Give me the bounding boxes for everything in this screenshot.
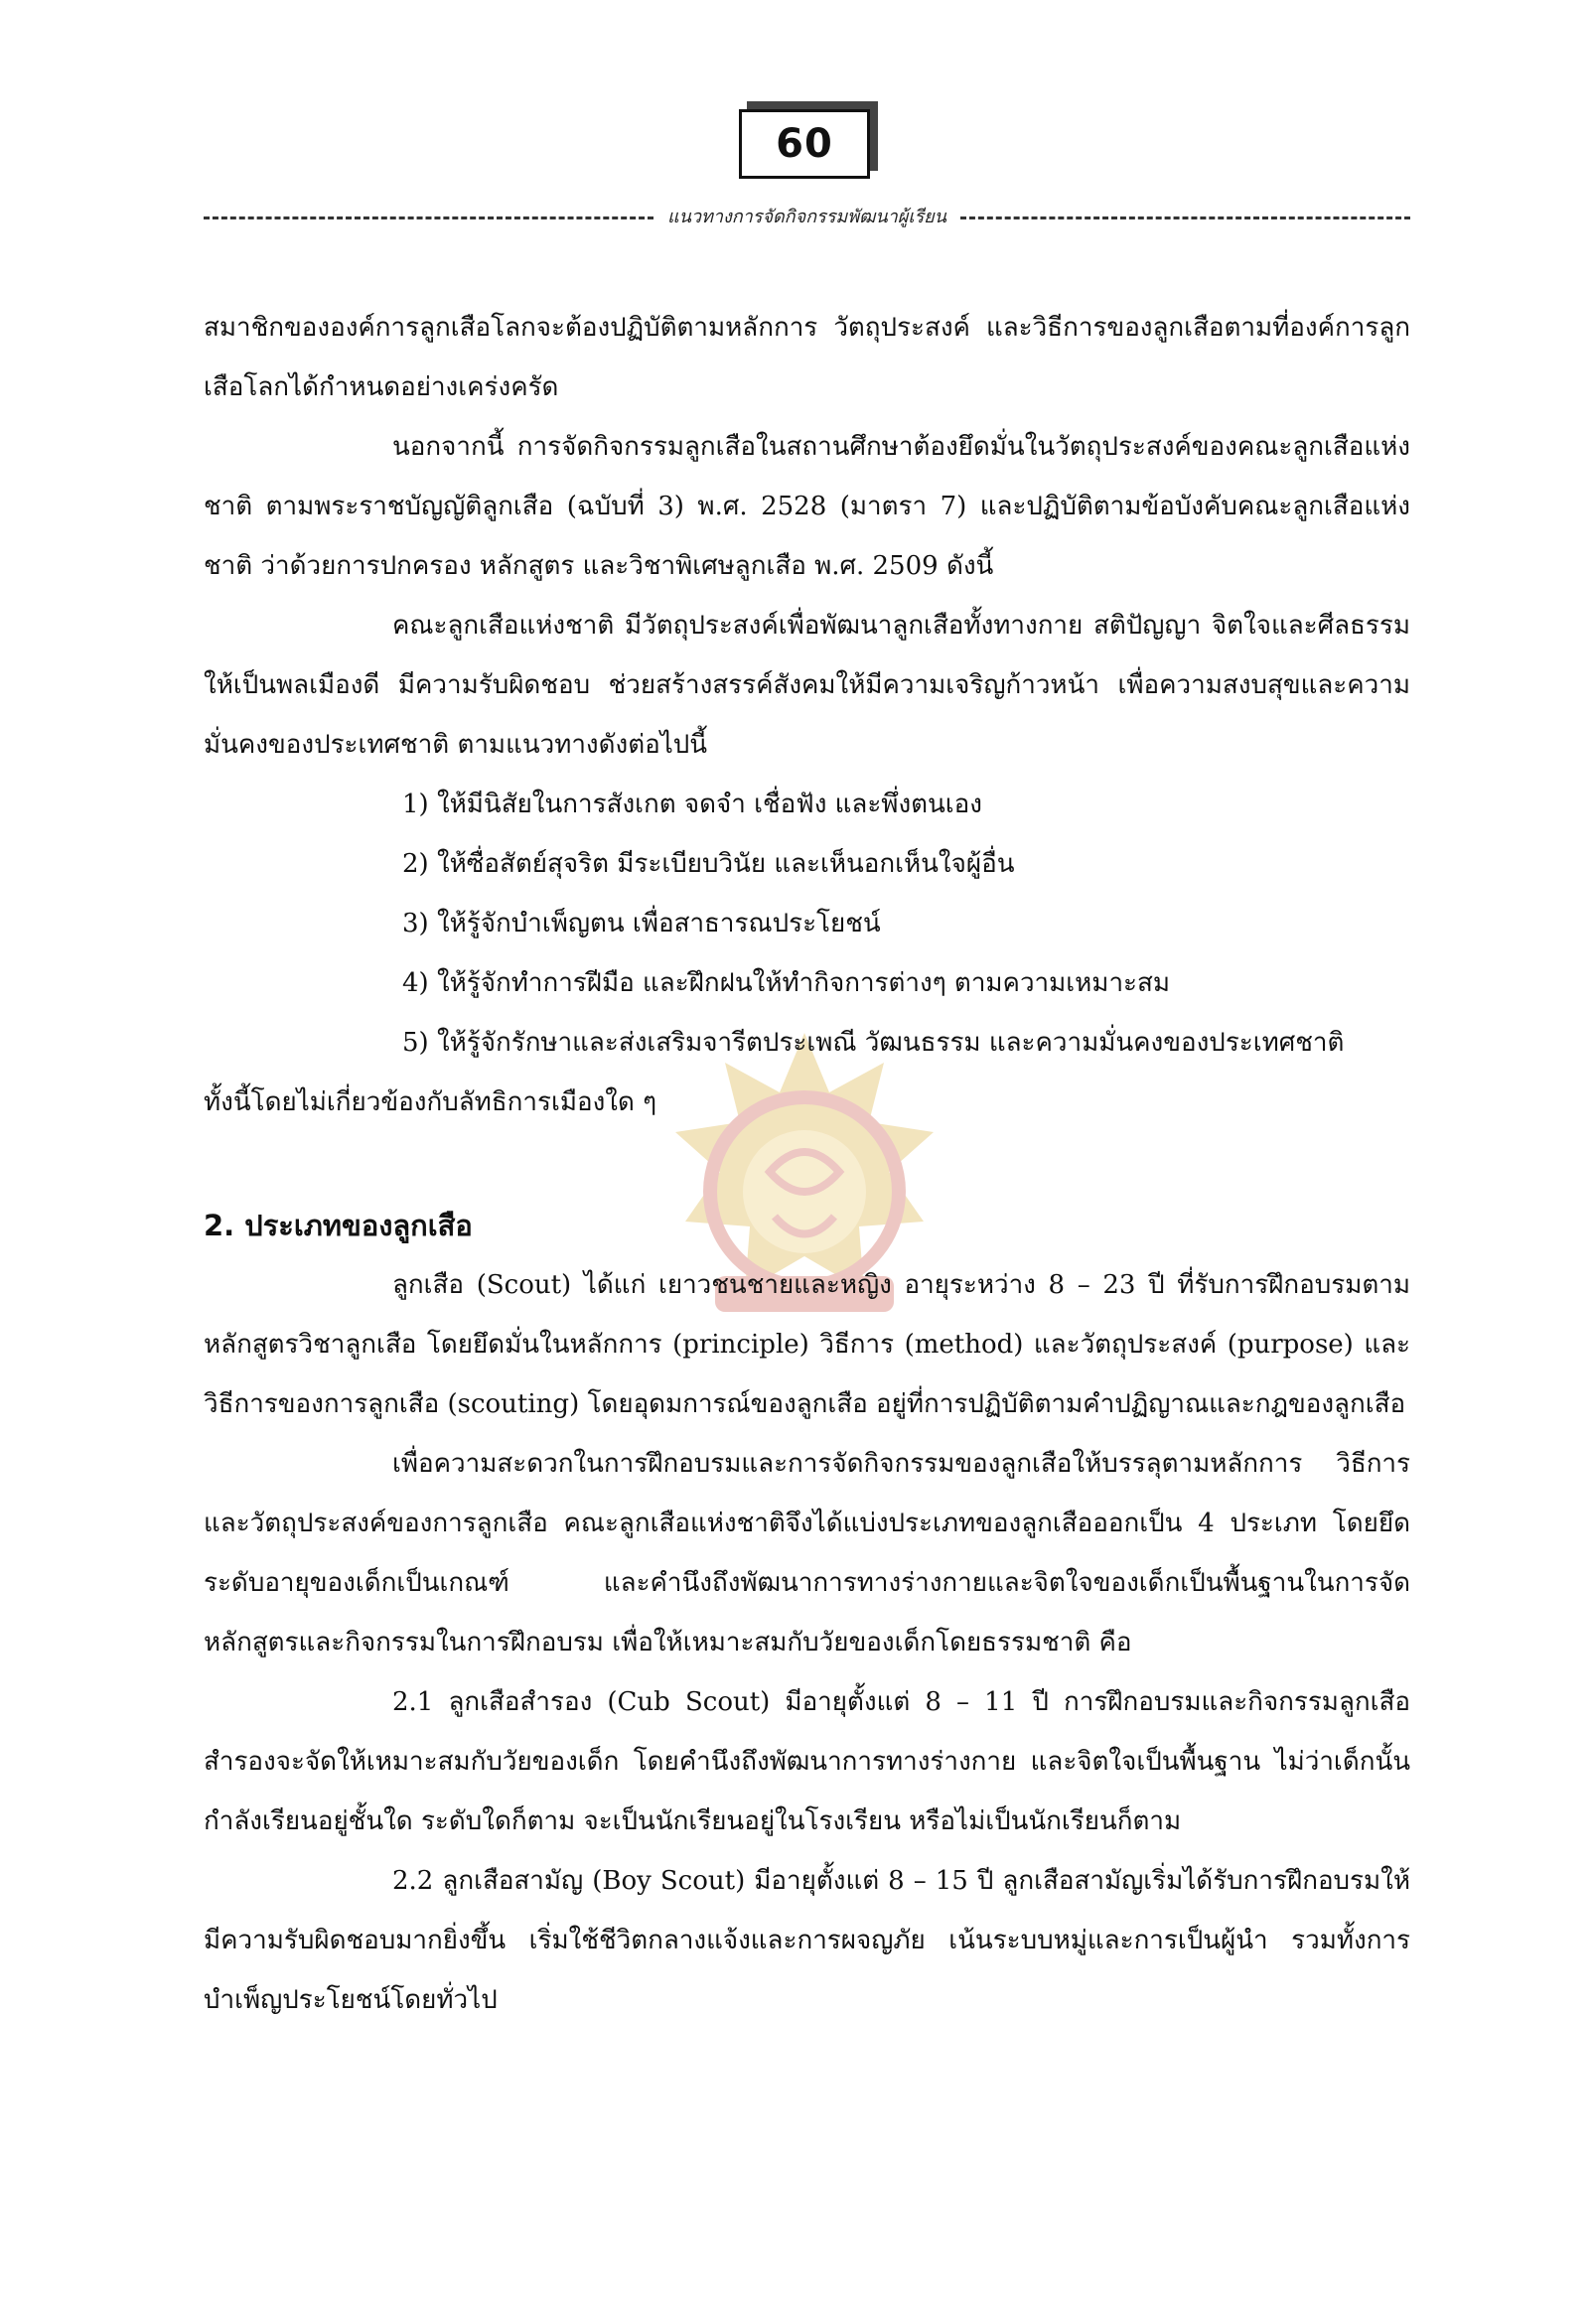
running-title: แนวทางการจัดกิจกรรมพัฒนาผู้เรียน <box>667 207 946 227</box>
list-item: 4) ให้รู้จักทำการฝีมือ และฝึกฝนให้ทำกิจการต่างๆ ตามความเหมาะสม <box>402 968 1171 998</box>
paragraph-scout-types: เพื่อความสะดวกในการฝึกอบรมและการจัดกิจกรรมของลูกเสือให้บรรลุตามหลักการ วิธีการและวัตถุประสงค์ของการลูกเสือ คณะลูกเสือแห่งชาติจึงได้แบ่งประเภทของลูกเสือออกเป็น 4 ประเภท โดยยึดระดับอายุของเด็กเป็นเกณฑ์ และคำนึงถึงพัฒนาการทางร่างกายและจิตใจของเด็กเป็นพื้นฐานในการจัดหลักสูตรและกิจกรรมในการฝึกอบรม เพื่อให้เหมาะสมกับวัยของเด็กโดยธรรมชาติ คือ <box>204 1449 1410 1657</box>
paragraph-members: สมาชิกขององค์การลูกเสือโลกจะต้องปฏิบัติตามหลักการ วัตถุประสงค์ และวิธีการของลูกเสือตามที่องค์การลูกเสือโลกได้กำหนดอย่างเคร่งครัด <box>204 313 1410 402</box>
list-item: 2) ให้ซื่อสัตย์สุจริต มีระเบียบวินัย และเห็นอกเห็นใจผู้อื่น <box>402 849 1015 879</box>
paragraph-boy-scout: 2.2 ลูกเสือสามัญ (Boy Scout) มีอายุตั้งแต่ 8 – 15 ปี ลูกเสือสามัญเริ่มได้รับการฝึกอบรมให้มีความรับผิดชอบมากยิ่งขึ้น เริ่มใช้ชีวิตกลางแจ้งและการผจญภัย เน้นระบบหมู่และการเป็นผู้นำ รวมทั้งการบำเพ็ญประโยชน์โดยทั่วไป <box>204 1866 1410 2015</box>
list-item: 5) ให้รู้จักรักษาและส่งเสริมจารีตประเพณี วัฒนธรรม และความมั่นคงของประเทศชาติ <box>402 1028 1345 1058</box>
page-number: 60 <box>739 109 870 179</box>
header-rule-right <box>960 216 1410 219</box>
paragraph-national-objectives: นอกจากนี้ การจัดกิจกรรมลูกเสือในสถานศึกษาต้องยึดมั่นในวัตถุประสงค์ของคณะลูกเสือแห่งชาติ ตามพระราชบัญญัติลูกเสือ (ฉบับที่ 3) พ.ศ. 2528 (มาตรา 7) และปฏิบัติตามข้อบังคับคณะลูกเสือแห่งชาติ ว่าด้วยการปกครอง หลักสูตร และวิชาพิเศษลูกเสือ พ.ศ. 2509 ดังนี้ <box>204 432 1410 581</box>
document-body <box>204 298 1410 2030</box>
list-item: 1) ให้มีนิสัยในการสังเกต จดจำ เชื่อฟัง และพึ่งตนเอง <box>402 790 982 819</box>
section-heading: 2. ประเภทของลูกเสือ <box>204 1209 473 1242</box>
list-item: 3) ให้รู้จักบำเพ็ญตน เพื่อสาธารณประโยชน์ <box>402 909 881 938</box>
paragraph-non-political: ทั้งนี้โดยไม่เกี่ยวข้องกับลัทธิการเมืองใด ๆ <box>204 1087 657 1117</box>
paragraph-cub-scout: 2.1 ลูกเสือสำรอง (Cub Scout) มีอายุตั้งแต่ 8 – 11 ปี การฝึกอบรมและกิจกรรมลูกเสือสำรองจะจัดให้เหมาะสมกับวัยของเด็ก โดยคำนึงถึงพัฒนาการทางร่างกาย และจิตใจเป็นพื้นฐาน ไม่ว่าเด็กนั้นกำลังเรียนอยู่ชั้นใด ระดับใดก็ตาม จะเป็นนักเรียนอยู่ในโรงเรียน หรือไม่เป็นนักเรียนก็ตาม <box>204 1687 1410 1836</box>
paragraph-scout-definition: ลูกเสือ (Scout) ได้แก่ เยาวชนชายและหญิง อายุระหว่าง 8 – 23 ปี ที่รับการฝึกอบรมตามหลักสูตรวิชาลูกเสือ โดยยึดมั่นในหลักการ (principle) วิธีการ (method) และวัตถุประสงค์ (purpose) และวิธีการของการลูกเสือ (scouting) โดยอุดมการณ์ของลูกเสือ อยู่ที่การปฏิบัติตามคำปฏิญาณและกฎของลูกเสือ <box>204 1270 1410 1419</box>
paragraph-purpose: คณะลูกเสือแห่งชาติ มีวัตถุประสงค์เพื่อพัฒนาลูกเสือทั้งทางกาย สติปัญญา จิตใจและศีลธรรม ให้เป็นพลเมืองดี มีความรับผิดชอบ ช่วยสร้างสรรค์สังคมให้มีความเจริญก้าวหน้า เพื่อความสงบสุขและความมั่นคงของประเทศชาติ ตามแนวทางดังต่อไปนี้ <box>204 611 1410 760</box>
header-rule-left <box>204 216 653 219</box>
running-header <box>204 202 1410 230</box>
